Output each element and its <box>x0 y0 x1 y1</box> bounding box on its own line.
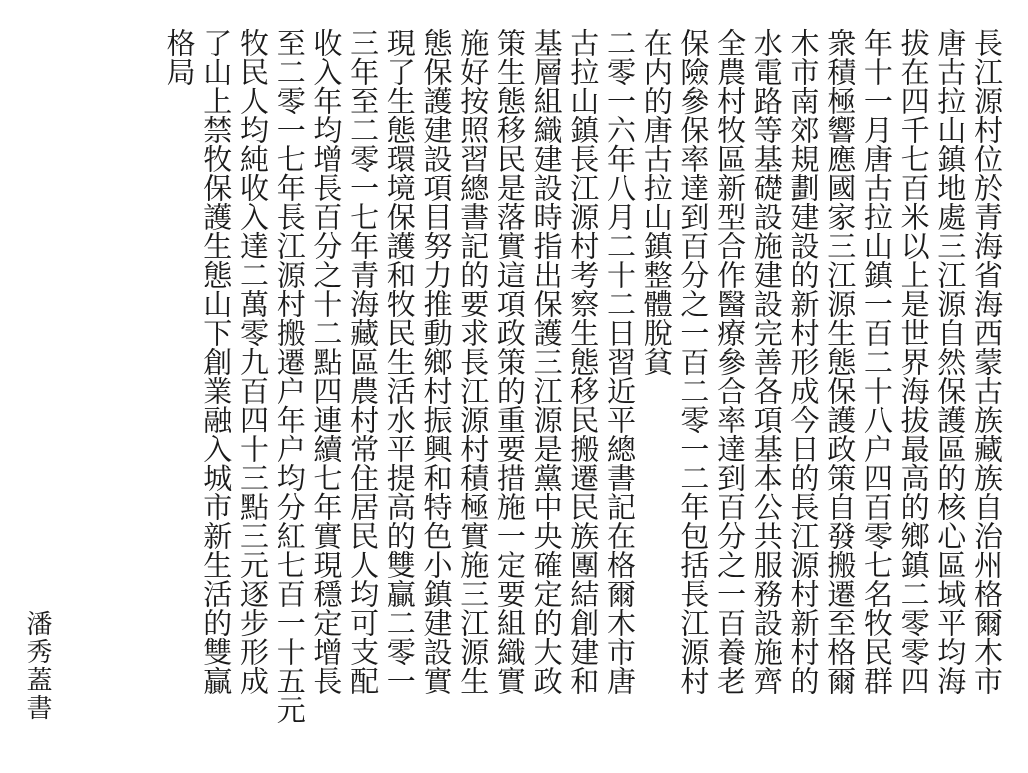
text-column: 策生態移民是落實這項政策的重要措施一定要組織實 <box>492 28 527 695</box>
text-column: 了山上禁牧保護生態山下創業融入城市新生活的雙贏 <box>199 28 234 695</box>
text-column: 全農村牧區新型合作醫療參合率達到百分之一百養老 <box>713 28 748 695</box>
text-column: 至二零一七年長江源村搬遷户年户均分紅七百一十五元 <box>272 28 307 724</box>
text-column: 收入年均增長百分之十二點四連續七年實現穩定增長 <box>309 28 344 695</box>
text-column: 施好按照習總書記的要求長江源村積極實施三江源生 <box>456 28 491 695</box>
text-column: 格局 <box>162 28 197 86</box>
text-column: 年十一月唐古拉山鎮一百二十八户四百零七名牧民群 <box>859 28 894 695</box>
text-column: 木市南郊規劃建設的新村形成今日的長江源村新村的 <box>786 28 821 695</box>
text-column: 拔在四千七百米以上是世界海拔最高的鄉鎮二零零四 <box>896 28 931 695</box>
text-column: 水電路等基礎設施建設完善各項基本公共服務設施齊 <box>749 28 784 695</box>
text-column: 唐古拉山鎮地處三江源自然保護區的核心區域平均海 <box>933 28 968 695</box>
text-column: 二零一六年八月二十二日習近平總書記在格爾木市唐 <box>603 28 637 695</box>
signature: 潘秀蓋書 <box>22 610 52 722</box>
text-column: 態保護建設項目努力推動鄉村振興和特色小鎮建設實 <box>419 28 454 695</box>
text-column: 長江源村位於青海省海西蒙古族藏族自治州格爾木市 <box>970 28 1004 695</box>
text-column: 牧民人均純收入達二萬零九百四十三點三元逐步形成 <box>236 28 270 695</box>
text-column: 保險參保率達到百分之一百二零一二年包括長江源村 <box>676 28 711 695</box>
text-column: 在内的唐古拉山鎮整體脫貧 <box>639 28 674 376</box>
text-column: 基層組織建設時指出保護三江源是黨中央確定的大政 <box>529 28 564 695</box>
text-column: 三年至二零一七年青海藏區農村常住居民人均可支配 <box>346 28 381 695</box>
text-column: 衆積極響應國家三江源生態保護政策自發搬遷至格爾 <box>823 28 858 695</box>
text-column: 現了生態環境保護和牧民生活水平提高的雙贏二零一 <box>382 28 417 695</box>
text-column: 古拉山鎮長江源村考察生態移民搬遷民族團結創建和 <box>566 28 601 695</box>
